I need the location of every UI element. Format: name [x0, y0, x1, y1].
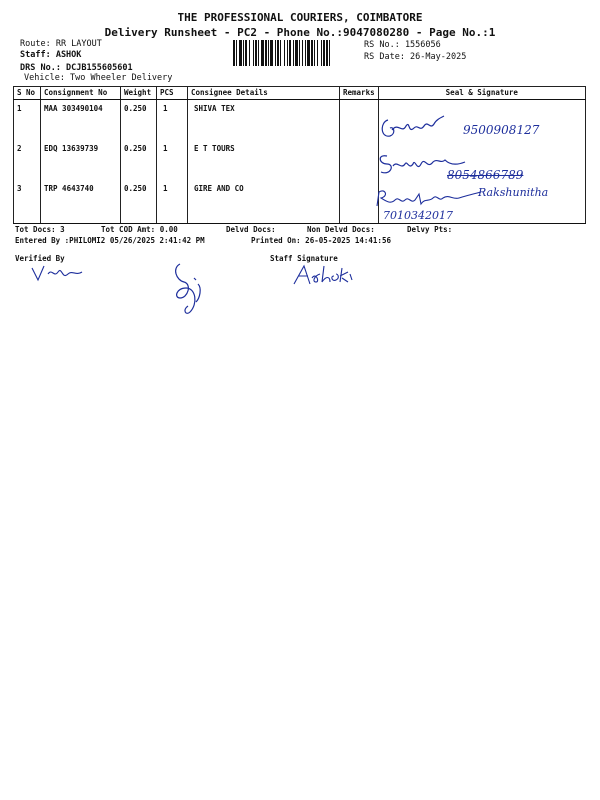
rs-date: RS Date: 26-May-2025 — [364, 52, 467, 62]
cell-sno: 2 — [14, 140, 41, 180]
printed-on: Printed On: 26-05-2025 14:41:56 — [251, 236, 391, 245]
cell-weight: 0.250 — [121, 100, 157, 141]
col-header-consignment: Consignment No — [41, 87, 121, 100]
staff-label: Staff: ASHOK — [20, 50, 82, 60]
cell-remarks — [340, 180, 379, 224]
cell-remarks — [340, 100, 379, 141]
handwritten-phone-3: 7010342017 — [383, 209, 453, 222]
col-header-sno: S No — [14, 87, 41, 100]
route-label: Route: RR LAYOUT — [20, 39, 102, 49]
cell-consignee: E T TOURS — [188, 140, 340, 180]
col-header-remarks: Remarks — [340, 87, 379, 100]
total-docs: Tot Docs: 3 — [15, 225, 65, 234]
vehicle-label: Vehicle: Two Wheeler Delivery — [24, 73, 173, 83]
cell-consignment: TRP 4643740 — [41, 180, 121, 224]
handwritten-name-3: Rakshunitha — [478, 186, 549, 199]
manager-signature — [166, 258, 212, 320]
cell-consignment: MAA 303490104 — [41, 100, 121, 141]
barcode-image — [232, 40, 358, 66]
verified-by-signature — [28, 262, 88, 284]
runsheet-title: Delivery Runsheet - PC2 - Phone No.:9047080280 - Page No.:1 — [104, 26, 496, 39]
cell-consignment: EDQ 13639739 — [41, 140, 121, 180]
handwritten-phone-2: 8054866789 — [447, 168, 524, 182]
consignment-table — [13, 86, 586, 224]
cell-weight: 0.250 — [121, 180, 157, 224]
staff-signature-label: Staff Signature — [270, 254, 338, 263]
company-title: THE PROFESSIONAL COURIERS, COIMBATORE — [177, 11, 423, 24]
cell-pcs: 1 — [157, 180, 188, 224]
col-header-pcs: PCS — [157, 87, 188, 100]
col-header-signature: Seal & Signature — [378, 87, 585, 100]
col-header-weight: Weight — [121, 87, 157, 100]
delivery-points: Delvy Pts: — [407, 225, 453, 234]
handwritten-phone-1: 9500908127 — [463, 123, 540, 137]
entered-by: Entered By :PHILOMI2 05/26/2025 2:41:42 PM — [15, 236, 205, 245]
verified-by-label: Verified By — [15, 254, 65, 263]
col-header-consignee: Consignee Details — [188, 87, 340, 100]
cell-remarks — [340, 140, 379, 180]
cell-weight: 0.250 — [121, 140, 157, 180]
rs-number: RS No.: 1556056 — [364, 40, 441, 50]
cell-consignee: GIRE AND CO — [188, 180, 340, 224]
delivered-docs: Delvd Docs: — [226, 225, 276, 234]
cell-sno: 3 — [14, 180, 41, 224]
table-header-row — [14, 87, 586, 100]
cell-consignee: SHIVA TEX — [188, 100, 340, 141]
staff-signature — [290, 262, 356, 288]
drs-number: DRS No.: DCJB155605601 — [20, 63, 133, 73]
cell-pcs: 1 — [157, 100, 188, 141]
cell-pcs: 1 — [157, 140, 188, 180]
non-delivered-docs: Non Delvd Docs: — [307, 225, 375, 234]
total-cod-amount: Tot COD Amt: 0.00 — [101, 225, 178, 234]
cell-sno: 1 — [14, 100, 41, 141]
